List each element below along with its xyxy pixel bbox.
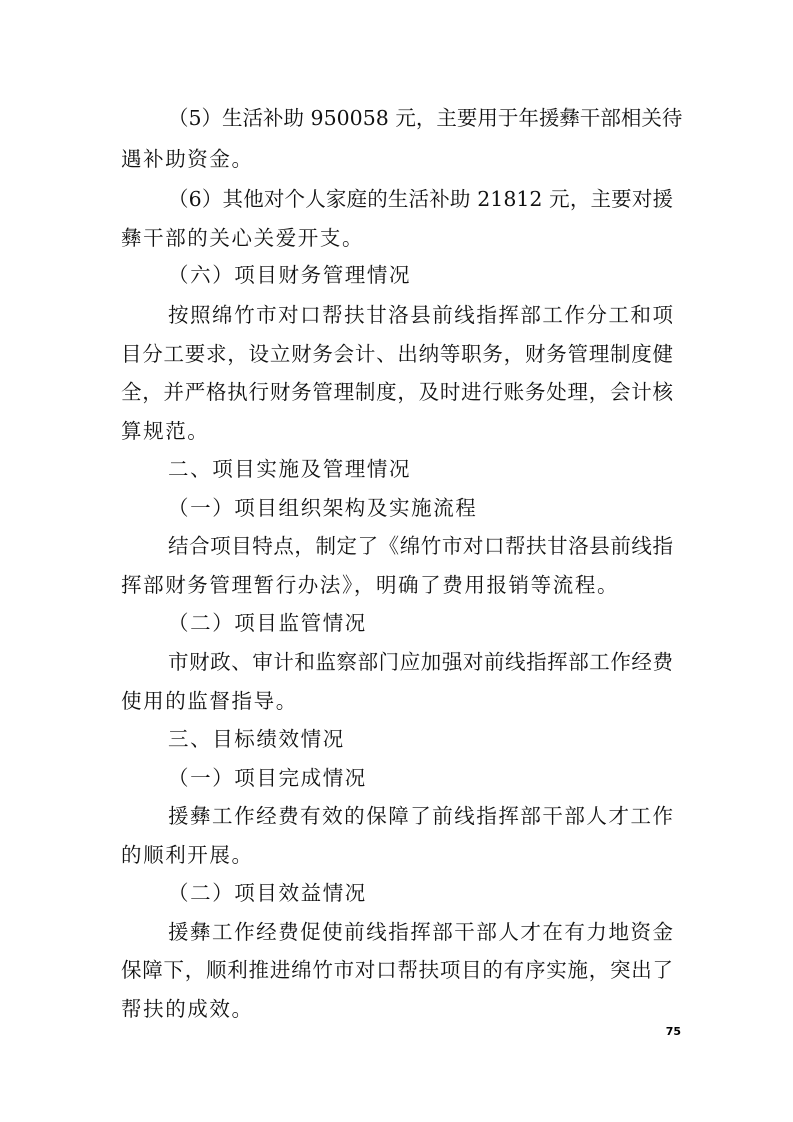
paragraph-line: 全，并严格执行财务管理制度，及时进行账务处理，会计核 (121, 380, 673, 404)
paragraph-line: 援彝工作经费促使前线指挥部干部人才在有力地资金 (168, 920, 673, 944)
paragraph-line: 遇补助资金。 (121, 147, 254, 171)
paragraph-line: 按照绵竹市对口帮扶甘洛县前线指挥部工作分工和项 (168, 303, 673, 327)
paragraph-line: 的顺利开展。 (121, 843, 254, 867)
paragraph-line: （6）其他对个人家庭的生活补助 21812 元，主要对援 (168, 187, 673, 211)
paragraph-line: 算规范。 (121, 419, 210, 443)
section-heading: （二）项目效益情况 (168, 881, 367, 905)
paragraph-line: 结合项目特点，制定了《绵竹市对口帮扶甘洛县前线指 (168, 534, 673, 558)
section-heading: 三、目标绩效情况 (168, 727, 345, 751)
section-heading: （六）项目财务管理情况 (168, 263, 412, 287)
paragraph-line: 帮扶的成效。 (121, 997, 254, 1021)
paragraph-line: 目分工要求，设立财务会计、出纳等职务，财务管理制度健 (121, 342, 673, 366)
paragraph-line: 彝干部的关心关爱开支。 (121, 226, 365, 250)
paragraph-line: 市财政、审计和监察部门应加强对前线指挥部工作经费 (168, 650, 673, 674)
section-heading: （二）项目监管情况 (168, 611, 367, 635)
paragraph-line: 挥部财务管理暂行办法》，明确了费用报销等流程。 (121, 573, 620, 597)
page-number: 75 (665, 1025, 681, 1038)
paragraph-line: 保障下，顺利推进绵竹市对口帮扶项目的有序实施，突出了 (121, 958, 673, 982)
paragraph-line: 援彝工作经费有效的保障了前线指挥部干部人才工作 (168, 804, 673, 828)
paragraph-line: 使用的监督指导。 (121, 689, 298, 713)
paragraph-line: （5）生活补助 950058 元，主要用于年援彝干部相关待 (168, 106, 683, 130)
section-heading: （一）项目组织架构及实施流程 (168, 496, 478, 520)
section-heading: 二、项目实施及管理情况 (168, 457, 412, 481)
section-heading: （一）项目完成情况 (168, 766, 367, 790)
